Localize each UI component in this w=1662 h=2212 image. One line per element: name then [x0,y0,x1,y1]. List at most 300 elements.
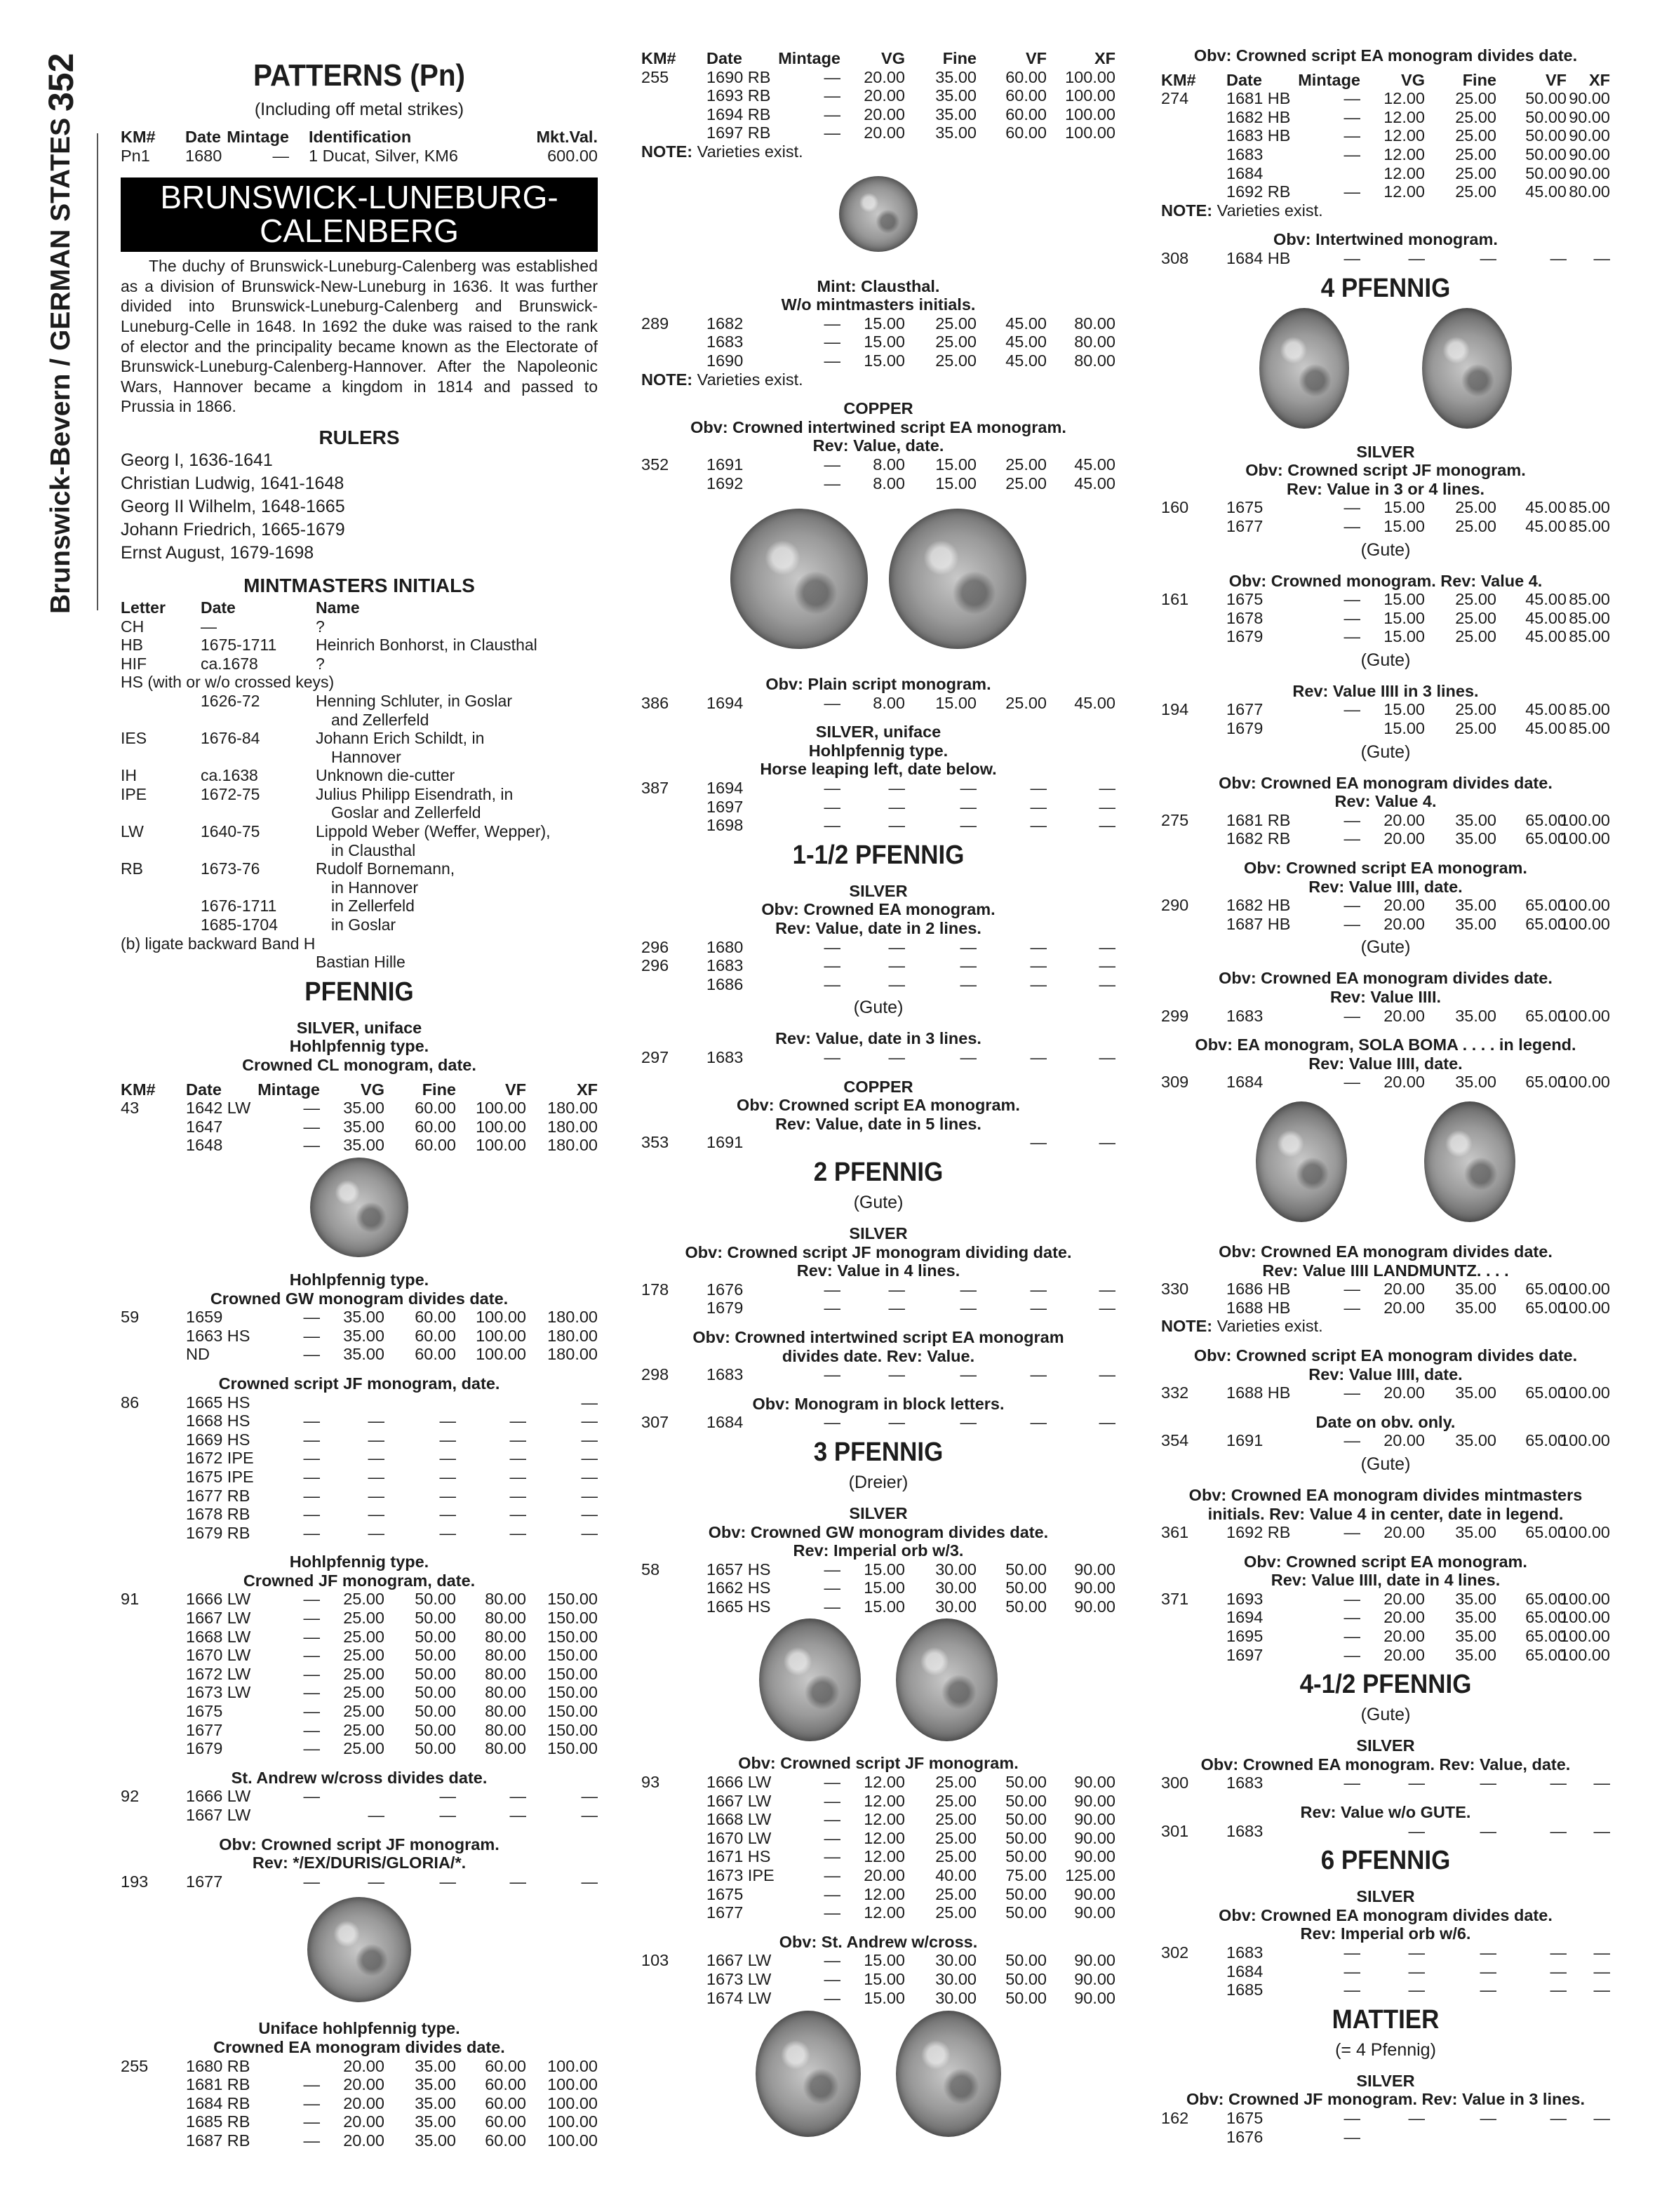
price-xf: 90.00 [1074,1773,1115,1792]
date: 1693 [1226,1589,1264,1608]
mintmasters-table [121,598,598,972]
coin-description [1161,1736,1610,1774]
description-line: Rev: Imperial orb w/6. [1300,1924,1471,1943]
catalog-table [1161,1822,1610,1841]
mintage: — [824,1810,840,1829]
mintage: — [824,1048,840,1066]
table-row [641,455,1115,474]
mintage: — [824,1988,840,2007]
section-heading: 4 PFENNIG [1320,273,1451,303]
price-vg: 12.00 [1383,182,1425,201]
table-row [641,1048,1115,1067]
price-xf: 100.00 [1560,1073,1610,1092]
description-line: Obv: Crowned script JF monogram. [738,1754,1019,1773]
table-row [1161,1383,1610,1402]
price-vg: — [888,956,905,975]
price-xf: — [1593,2108,1610,2127]
price-xf: 150.00 [547,1664,598,1683]
table-row [641,1989,1115,2008]
price-vg: — [888,797,905,816]
price-xf: — [1099,816,1115,835]
price-vg: 25.00 [343,1739,384,1758]
price-vf: — [509,1787,526,1806]
price-fine: — [1480,1774,1496,1792]
table-row [641,1951,1115,1970]
price-vg: 15.00 [1383,516,1425,535]
table-row [121,1345,598,1364]
date: 1684 [1226,1962,1264,1980]
price-xf: 90.00 [1074,1903,1115,1922]
date: 1675 [186,1702,223,1721]
mintage: — [1343,1589,1360,1608]
table-row [641,798,1115,817]
km-number: 43 [121,1099,140,1118]
mintmaster-row [121,841,598,860]
price-vf: 60.00 [485,2112,526,2131]
km-number: 361 [1161,1523,1189,1542]
description-line: Obv: Crowned EA monogram divides date. [1219,1242,1553,1261]
coin-description [641,1328,1115,1365]
price-xf: 100.00 [1560,810,1610,829]
price-vg: 20.00 [1383,1608,1425,1627]
price-xf: — [581,1412,598,1430]
table-row [121,1739,598,1758]
price-vf: 75.00 [1005,1866,1047,1885]
section-heading: 1-1/2 PFENNIG [792,840,965,870]
price-vf: — [509,1806,526,1824]
mintage: — [824,455,840,474]
mintmaster-row [121,748,598,767]
catalog-table [641,1133,1115,1152]
date: 1692 RB [1226,1523,1291,1542]
km-number: 86 [121,1393,140,1412]
date: 1693 RB [706,86,771,105]
mintmaster-date: 1675-1711 [201,636,277,655]
description-line: W/o mintmasters initials. [781,295,976,314]
price-vg: 12.00 [1383,145,1425,163]
price-vf: 80.00 [485,1739,526,1758]
mintage: — [303,1739,320,1758]
price-fine: 35.00 [1455,1645,1496,1664]
price-xf: 180.00 [547,1099,598,1118]
date: 1666 LW [186,1787,251,1806]
date: 1647 [186,1117,223,1136]
date: 1694 [706,693,744,712]
note [641,142,1115,161]
table-header [641,49,1115,68]
section-subtitle: (Gute) [1360,937,1411,958]
description-line: SILVER, uniface [296,1018,422,1037]
date: 1673 IPE [706,1866,775,1885]
note-text: HS (with or w/o crossed keys) [121,673,335,692]
table-row [641,1365,1115,1384]
price-fine: 25.00 [1455,516,1496,535]
page-number: 352 [41,53,81,112]
description-line: Obv: Intertwined monogram. [1273,230,1498,249]
date: 1677 [186,1872,223,1891]
date: 1691 [706,1133,744,1152]
mintage: — [1343,1980,1360,1999]
price-vg: — [888,1280,905,1299]
catalog-table [121,1787,598,1824]
date: 1679 [706,1299,744,1318]
column-middle [641,49,1115,2140]
price-vf: 60.00 [1005,67,1047,86]
price-xf: 90.00 [1074,1560,1115,1578]
date: 1666 LW [186,1590,251,1609]
mintage: — [824,1773,840,1792]
mintage: — [303,1787,320,1806]
section-heading: PFENNIG [304,977,414,1007]
catalog-table [641,1280,1115,1318]
description-line: Obv: Crowned EA monogram. [761,900,996,919]
price-vg: 8.00 [873,693,905,712]
date: 1675 [1226,498,1264,517]
price-fine: 25.00 [935,351,977,370]
price-fine: 25.00 [1455,590,1496,609]
date: 1684 [706,1413,744,1432]
date: 1678 [1226,608,1264,627]
description-line: Obv: Crowned script EA monogram. [737,1096,1020,1115]
mintage: — [1343,516,1360,535]
mintage: — [1343,608,1360,627]
mintage: — [303,1117,320,1136]
coin-description [1161,969,1610,1006]
description-line: Obv: Crowned script JF monogram. [1245,461,1526,480]
catalog-table [1161,1431,1610,1450]
price-xf: — [1099,1048,1115,1066]
table-row [641,351,1115,370]
price-fine: 35.00 [415,2056,456,2075]
price-vg: 20.00 [1383,1383,1425,1402]
description-line: Rev: Value in 3 or 4 lines. [1286,479,1485,498]
coin-reverse-image [896,2011,1001,2137]
price-vf: 100.00 [476,1099,526,1118]
price-vf: 60.00 [1005,105,1047,123]
price-xf: 100.00 [1560,896,1610,915]
price-vg: 15.00 [1383,608,1425,627]
date: 1679 RB [186,1523,250,1542]
section-heading: 2 PFENNIG [813,1157,944,1187]
price-vg: 25.00 [343,1627,384,1646]
coin-reverse-image [896,1618,998,1741]
coin-photos [1161,1092,1610,1232]
mintage: — [1343,1073,1360,1092]
price-xf: 100.00 [1560,1608,1610,1627]
table-row [121,1505,598,1524]
mintage: — [1343,1774,1360,1792]
price-xf: — [581,1806,598,1824]
table-row [1161,1962,1610,1981]
km-number: 161 [1161,590,1189,609]
mintmaster-letter: IPE [121,784,147,803]
km-number: 58 [641,1560,660,1578]
table-row [641,68,1115,87]
mintage: — [1343,248,1360,267]
table-row [121,1118,598,1137]
description-line: SILVER [1356,2071,1415,2090]
date: 1676 [1226,2127,1264,2146]
mintage: — [1343,1298,1360,1317]
price-vg: 15.00 [864,333,905,351]
coin-description [1161,1486,1610,1523]
price-vg: — [1408,2108,1425,2127]
coin-description [1161,1553,1610,1590]
price-vg: 15.00 [1383,627,1425,646]
table-row [1161,1774,1610,1792]
mintage: — [824,1560,840,1578]
mintmaster-row [121,785,598,804]
mintmaster-name: Hannover [331,747,401,766]
date: 1683 [1226,1821,1264,1840]
mintmaster-date: 1676-84 [201,729,260,748]
catalog-table [641,1951,1115,2007]
coin-obverse-image [1256,1101,1347,1222]
date: 1681 HB [1226,89,1291,108]
catalog-table [641,779,1115,835]
price-xf: — [581,1467,598,1486]
price-xf: — [1099,797,1115,816]
price-vg: 20.00 [1383,1627,1425,1646]
table-row [121,1099,598,1118]
catalog-table [641,1560,1115,1616]
date: 1667 LW [706,1951,772,1970]
price-fine: 30.00 [935,1951,977,1970]
catalog-table [641,314,1115,370]
description-line: Obv: Crowned script JF monogram. [219,1835,500,1854]
price-vf: 45.00 [1005,314,1047,333]
price-vg: 15.00 [864,1988,905,2007]
price-vf: 65.00 [1525,1280,1567,1299]
price-fine: 25.00 [935,1903,977,1922]
table-row [641,314,1115,333]
price-xf: 90.00 [1569,145,1610,163]
date: 1675 [1226,590,1264,609]
description-line: Rev: Value w/o GUTE. [1300,1803,1471,1822]
coin-photos [641,492,1115,664]
date: 1671 HS [706,1847,771,1866]
description-line: Rev: Value 4. [1334,792,1437,811]
price-fine: 25.00 [1455,145,1496,163]
price-fine: 15.00 [935,693,977,712]
km-number: 387 [641,779,669,798]
price-xf: — [1593,1821,1610,1840]
mintage: — [303,1590,320,1609]
date: 1686 HB [1226,1280,1291,1299]
price-vg: — [888,1413,905,1432]
date: 1680 RB [186,2056,250,2075]
price-fine: 25.00 [1455,107,1496,126]
catalog-table [121,1393,598,1543]
price-vg: 12.00 [1383,126,1425,145]
price-xf: — [1099,1133,1115,1152]
price-vg: — [368,1486,384,1505]
description-line: Rev: Value, date in 3 lines. [775,1029,981,1048]
mintage: — [1343,1962,1360,1980]
price-vf: — [1550,248,1567,267]
description-line: Obv: Crowned script EA monogram. [1244,859,1527,878]
price-vg: 25.00 [343,1683,384,1702]
km-number: 91 [121,1590,140,1609]
date: 1690 [706,351,744,370]
price-vg: 20.00 [1383,1006,1425,1025]
price-vf: 65.00 [1525,1431,1567,1450]
price-fine: 25.00 [1455,126,1496,145]
coin-photos [641,1616,1115,1743]
price-xf: 80.00 [1569,182,1610,201]
date: 1675 [1226,2108,1264,2127]
section-heading: PATTERNS (Pn) [253,58,466,93]
price-vg: 35.00 [343,1326,384,1345]
date: 1668 LW [186,1627,251,1646]
price-xf: 100.00 [1065,123,1115,142]
pattern-cell: Mkt.Val. [536,128,598,146]
price-fine: — [439,1430,456,1449]
table-row [1161,1073,1610,1092]
price-fine: 25.00 [1455,700,1496,719]
description-line: Date on obv. only. [1315,1412,1456,1431]
price-vg: 8.00 [873,455,905,474]
coin-description [1161,230,1610,249]
date: 1666 LW [706,1773,772,1792]
price-vg: 25.00 [343,1646,384,1665]
ruler-item: Georg I, 1636-1641 [121,450,273,470]
price-vf: 50.00 [1005,1988,1047,2007]
coin-photos [121,1891,598,2009]
price-vf: 45.00 [1525,516,1567,535]
coin-obverse-image [730,509,868,649]
date: 1668 HS [186,1412,250,1430]
price-vf: — [509,1467,526,1486]
table-row [641,474,1115,493]
section-heading: 4-1/2 PFENNIG [1299,1670,1472,1700]
date: 1676 [706,1280,744,1299]
price-vg: 12.00 [1383,107,1425,126]
price-vf: 80.00 [485,1664,526,1683]
mintage: — [824,314,840,333]
price-vf: — [509,1412,526,1430]
catalog-table [1161,89,1610,201]
date: 1677 [1226,516,1264,535]
mintage: — [824,474,840,492]
price-xf: 100.00 [547,2112,598,2131]
table-row [641,1970,1115,1989]
price-fine: 35.00 [1455,829,1496,848]
price-vg: 12.00 [864,1847,905,1866]
catalog-table [1161,896,1610,933]
catalog-table [1161,1943,1610,1999]
table-row [121,1430,598,1449]
description-line: Obv: Crowned EA monogram divides date. [1219,969,1553,988]
price-vg: 25.00 [343,1609,384,1628]
catalog-table [1161,1280,1610,1317]
price-fine: — [960,779,977,798]
coin-description [1161,46,1610,65]
price-fine: 25.00 [935,1791,977,1810]
date: 1642 LW [186,1099,251,1118]
description-line: Obv: Crowned monogram. Rev: Value 4. [1228,571,1543,590]
price-vg: 15.00 [864,1970,905,1988]
km-number: 103 [641,1951,669,1970]
coin-description [641,1504,1115,1560]
price-vg: 20.00 [343,2093,384,2112]
coin-photos [1161,304,1610,432]
description-line: Obv: Crowned JF monogram. Rev: Value in 3 lines. [1186,2090,1586,2109]
mintmaster-name: Heinrich Bonhorst, in Clausthal [316,636,537,655]
price-vf: 60.00 [485,2056,526,2075]
price-fine: 25.00 [1455,89,1496,108]
date: 1683 [706,333,744,351]
date: 1691 [706,455,744,474]
mintage: — [1343,107,1360,126]
date: 1679 [1226,627,1264,646]
sidebar-divider [97,133,98,610]
price-vf: — [1030,816,1047,835]
description-line: Uniface hohlpfennig type. [258,2019,460,2038]
price-vf: 50.00 [1005,1951,1047,1970]
price-xf: 90.00 [1569,126,1610,145]
mintage: — [303,2112,320,2131]
description-line: Hohlpfennig type. [289,1037,429,1056]
catalog-table [1161,1073,1610,1092]
price-vg: — [1408,1774,1425,1792]
description-line: Rev: Value IIII in 3 lines. [1292,681,1479,700]
price-fine: 25.00 [1455,627,1496,646]
price-fine: 30.00 [935,1597,977,1616]
mintage: — [1343,182,1360,201]
description-line: SILVER [1356,1736,1415,1755]
description-line: COPPER [843,399,913,418]
table-row [1161,1590,1610,1609]
catalog-table [641,938,1115,994]
table-row [641,779,1115,798]
pattern-cell: Date [185,128,221,146]
mintage: — [1343,2108,1360,2127]
price-vg: 20.00 [343,2056,384,2075]
price-vg: 20.00 [343,2075,384,2094]
mintage: — [1343,627,1360,646]
price-xf: 85.00 [1569,516,1610,535]
price-fine: 60.00 [415,1099,456,1118]
price-vf: — [1030,1280,1047,1299]
catalog-table [1161,1383,1610,1402]
table-row [641,1885,1115,1904]
price-vf: 45.00 [1525,590,1567,609]
price-fine: 60.00 [415,1136,456,1155]
coin-photos [121,1155,598,1260]
description-line: Obv: Crowned intertwined script EA monogram. [690,417,1066,436]
date: 1682 HB [1226,896,1291,915]
mintage: — [824,956,840,975]
mintage: — [824,333,840,351]
price-fine: 35.00 [1455,1589,1496,1608]
date: 1674 LW [706,1988,772,2007]
description-line: Obv: Plain script monogram. [765,675,991,694]
pattern-cell: 1680 [185,146,222,165]
table-row [641,975,1115,994]
price-vg: 20.00 [864,86,905,105]
banner-line: CALENBERG [260,213,459,250]
price-xf: — [1593,248,1610,267]
pattern-cell: Mintage [227,128,289,146]
coin-description [1161,1887,1610,1943]
price-vg: 12.00 [864,1773,905,1792]
date: 1678 RB [186,1505,250,1524]
note [641,370,1115,389]
note-label: NOTE: [1161,1317,1213,1336]
price-fine: 25.00 [935,1828,977,1847]
date: 1682 HB [1226,107,1291,126]
